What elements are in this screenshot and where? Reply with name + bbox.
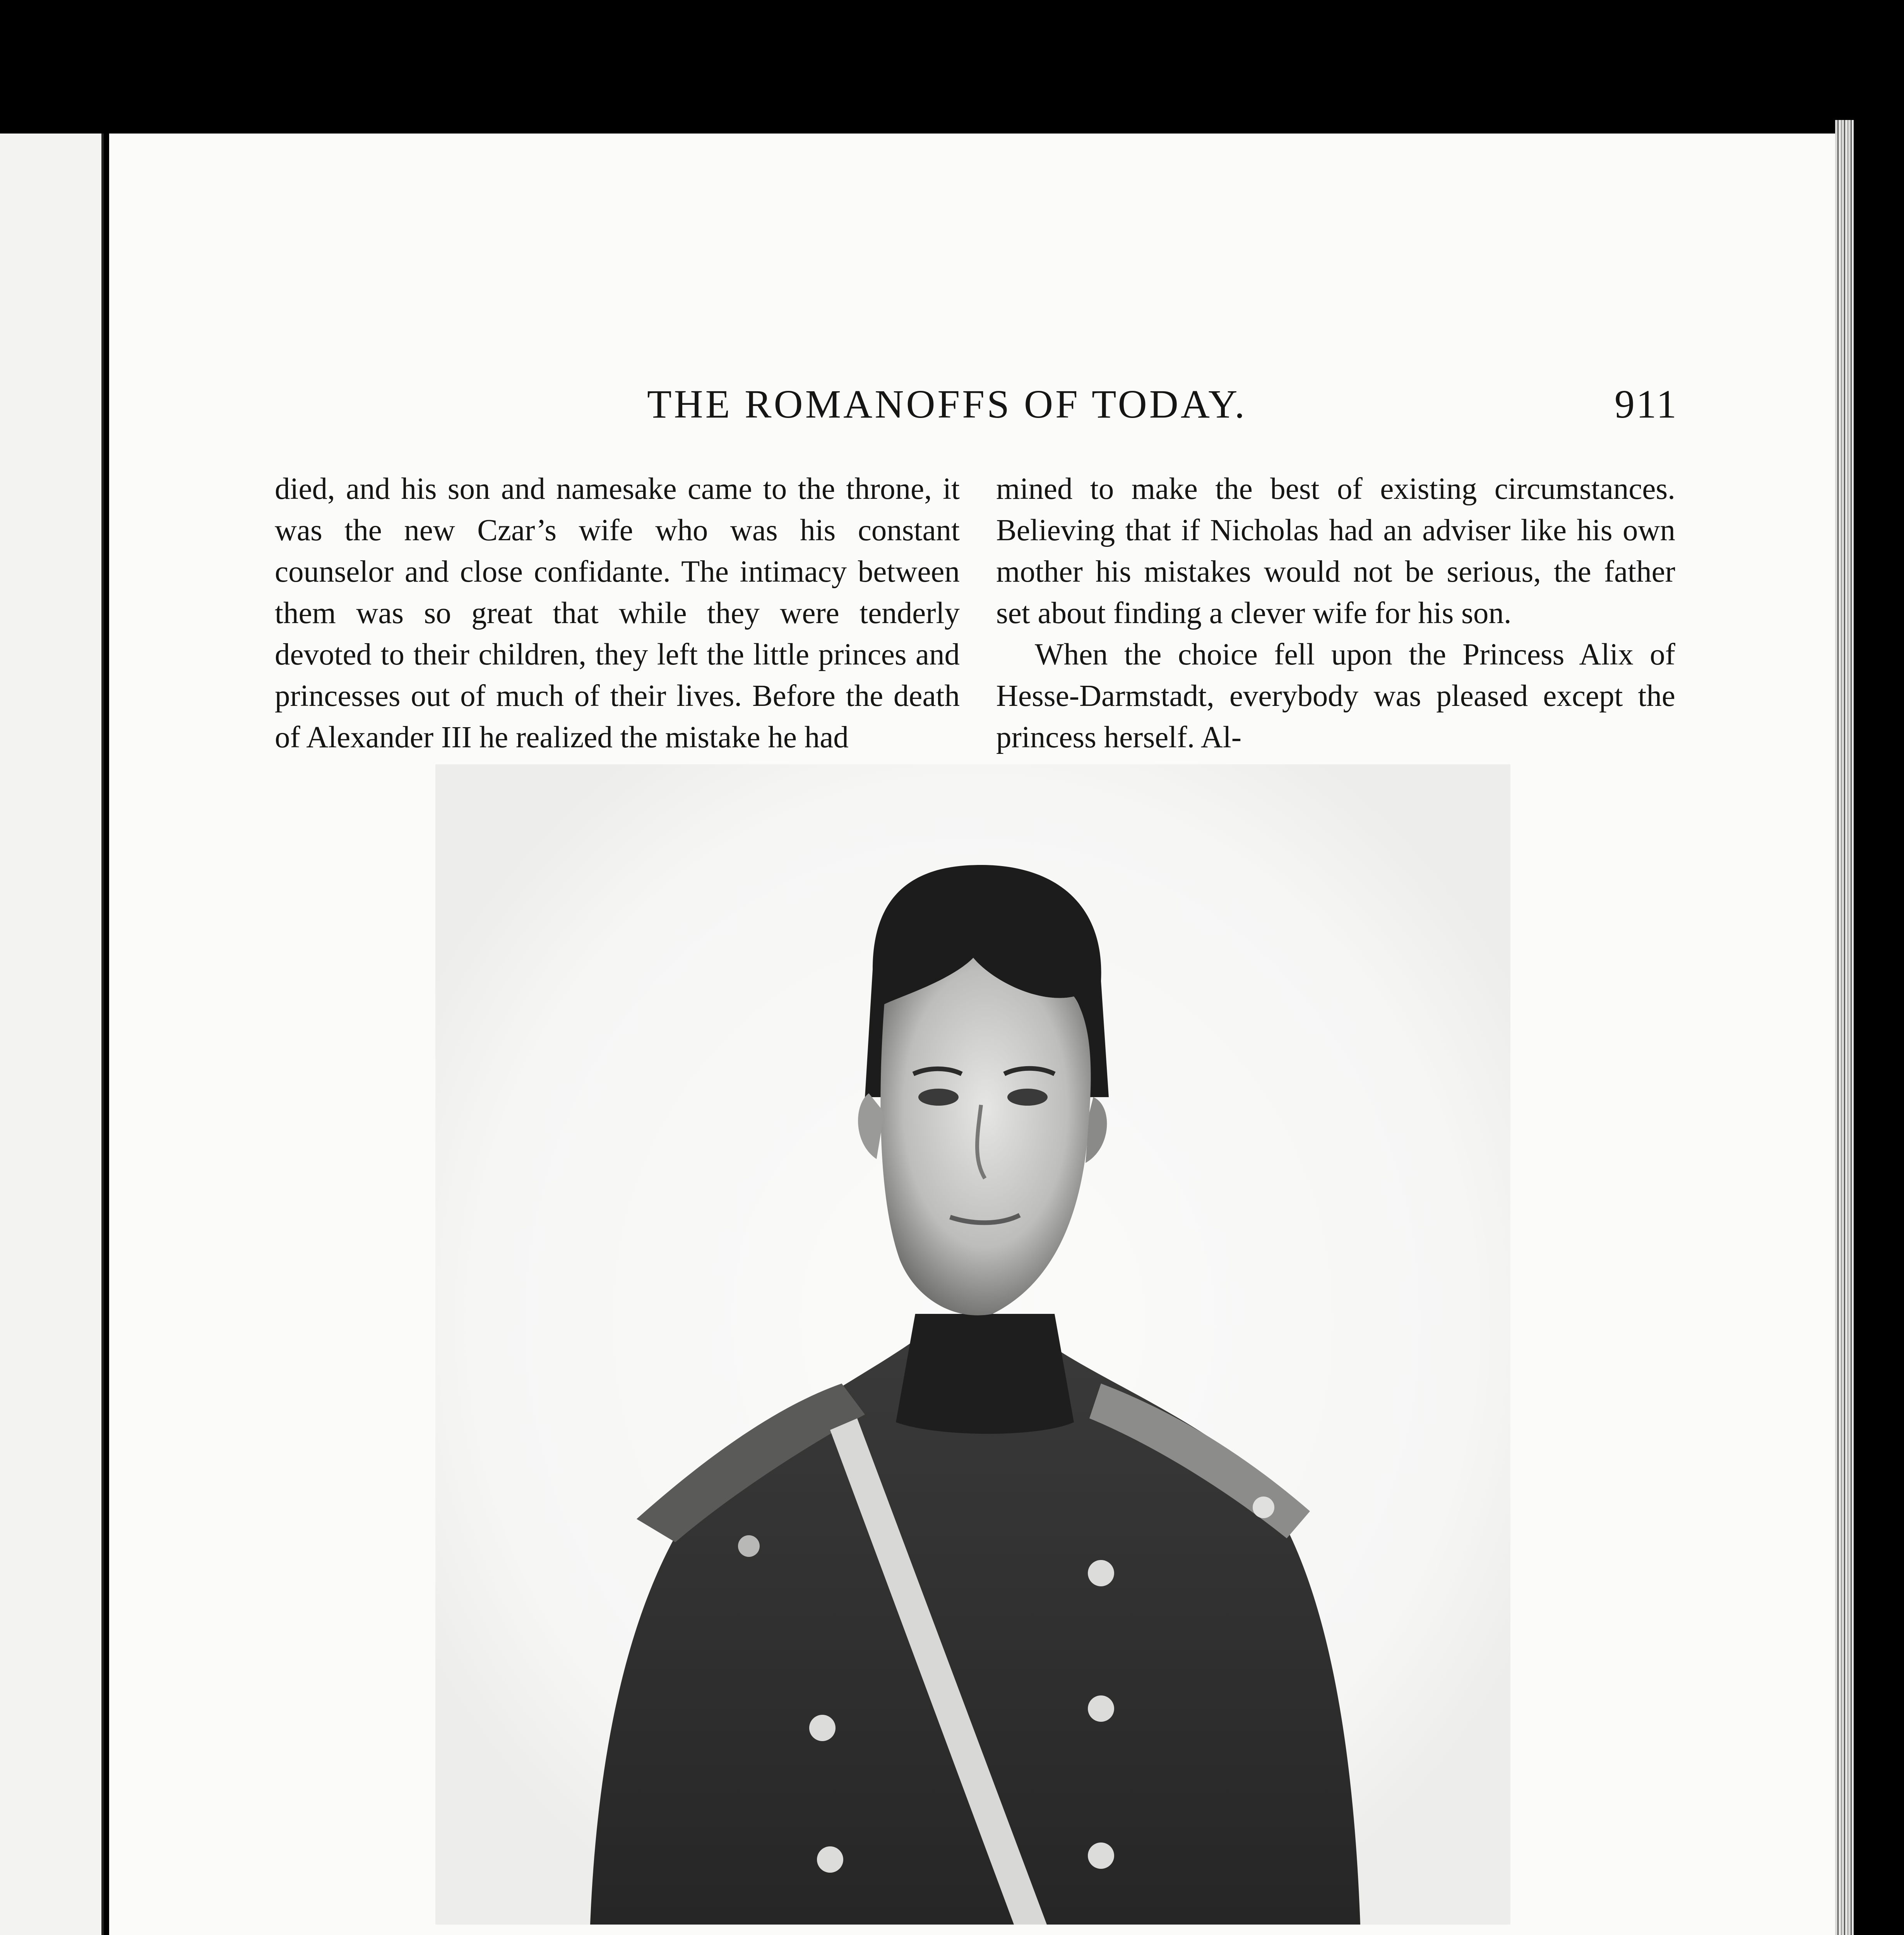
page-number: 911 (1615, 382, 1678, 426)
column-top-left (275, 468, 960, 758)
facing-page-edge (0, 134, 104, 1935)
book-page (109, 134, 1835, 1935)
running-title: THE ROMANOFFS OF TODAY. (647, 382, 1247, 426)
column-top-right (996, 468, 1675, 758)
running-head (109, 381, 1835, 435)
paragraph: When the choice fell upon the Princess Alix of Hesse-Darmstadt, everybody was pleased except the princess herself. Al- (996, 638, 1675, 754)
page-stack-edge (1835, 120, 1854, 1935)
portrait-image (435, 764, 1510, 1925)
paragraph: mined to make the best of existing circumstances. Believing that if Nicholas had an adviser like his own mother his mistakes would not be serious, the father set about finding a clever wife for his son. (996, 472, 1675, 630)
paragraph: died, and his son and namesake came to the throne, it was the new Czar’s wife who was his constant counselor and close confidante. The intimacy between them was so great that while they were tenderly devoted to their children, they left the little princes and princesses out of much of their lives. Before the death of Alexander III he realized the mistake he had (275, 472, 960, 754)
portrait-photograph (435, 764, 1510, 1925)
